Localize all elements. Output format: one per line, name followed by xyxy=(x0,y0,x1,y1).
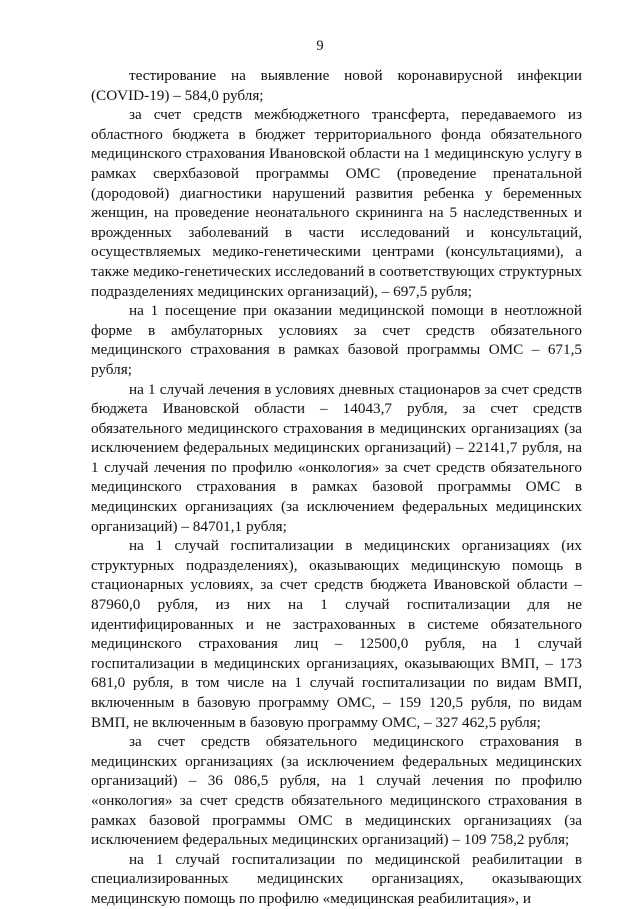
paragraph-oms-funding: за счет средств обязательного медицинского страхования в медицинских организациях (за исключением федеральных медицинских организаций) – 36 086,5 рубля, на 1 случай лечения по профилю «онкология» за счет средств обязательного медицинского страхования в рамках базовой программы ОМС в медицинских организациях (за исключением федеральных медицинских организаций) – 109 758,2 рубля; xyxy=(91,733,582,849)
paragraph-day-hospital: на 1 случай лечения в условиях дневных стационаров за счет средств бюджета Ивановской области – 14043,7 рубля, за счет средств обязательного медицинского страхования в медицинских организациях (за исключением федеральных медицинских организаций) – 22141,7 рубля, на 1 случай лечения по профилю «онкология» за счет средств обязательного медицинского страхования в рамках базовой программы ОМС в медицинских организациях (за исключением федеральных медицинских организаций) – 84701,1 рубля; xyxy=(91,380,582,535)
paragraph-rehabilitation: на 1 случай госпитализации по медицинской реабилитации в специализированных медицинских организациях, оказывающих медицинскую помощь по профилю «медицинская реабилитация», и xyxy=(91,850,582,907)
paragraph-hospitalization: на 1 случай госпитализации в медицинских организациях (их структурных подразделениях), оказывающих медицинскую помощь в стационарных условиях, за счет средств бюджета Ивановской области – 87960,0 рубля, из них на 1 случай госпитализации для не идентифицированных и не застрахованных в системе обязательного медицинского страхования лиц – 12500,0 рубля, на 1 случай госпитализации в медицинских организациях, оказывающих ВМП, – 173 681,0 рубля, в том числе на 1 случай госпитализации по видам ВМП, включенным в базовую программу ОМС, – 159 120,5 рубля, по видам ВМП, не включенным в базовую программу ОМС, – 327 462,5 рубля; xyxy=(91,537,582,731)
document-body xyxy=(91,66,582,909)
paragraph-interbudget-transfer: за счет средств межбюджетного трансферта, передаваемого из областного бюджета в бюджет территориального фонда обязательного медицинского страхования Ивановской области на 1 медицинскую услугу в рамках сверхбазовой программы ОМС (проведение пренатальной (дородовой) диагностики нарушений развития ребенка у беременных женщин, на проведение неонатального скрининга на 5 наследственных и врожденных заболеваний в части исследований и консультаций, осуществляемых медико-генетическими центрами (консультациями), а также медико-генетических исследований в соответствующих структурных подразделениях медицинских организаций), – 697,5 рубля; xyxy=(91,106,582,300)
paragraph-covid-testing: тестирование на выявление новой коронавирусной инфекции (COVID-19) – 584,0 рубля; xyxy=(91,67,582,104)
paragraph-emergency-visit: на 1 посещение при оказании медицинской помощи в неотложной форме в амбулаторных условиях за счет средств обязательного медицинского страхования в рамках базовой программы ОМС – 671,5 рубля; xyxy=(91,302,582,378)
page-number: 9 xyxy=(316,38,324,54)
